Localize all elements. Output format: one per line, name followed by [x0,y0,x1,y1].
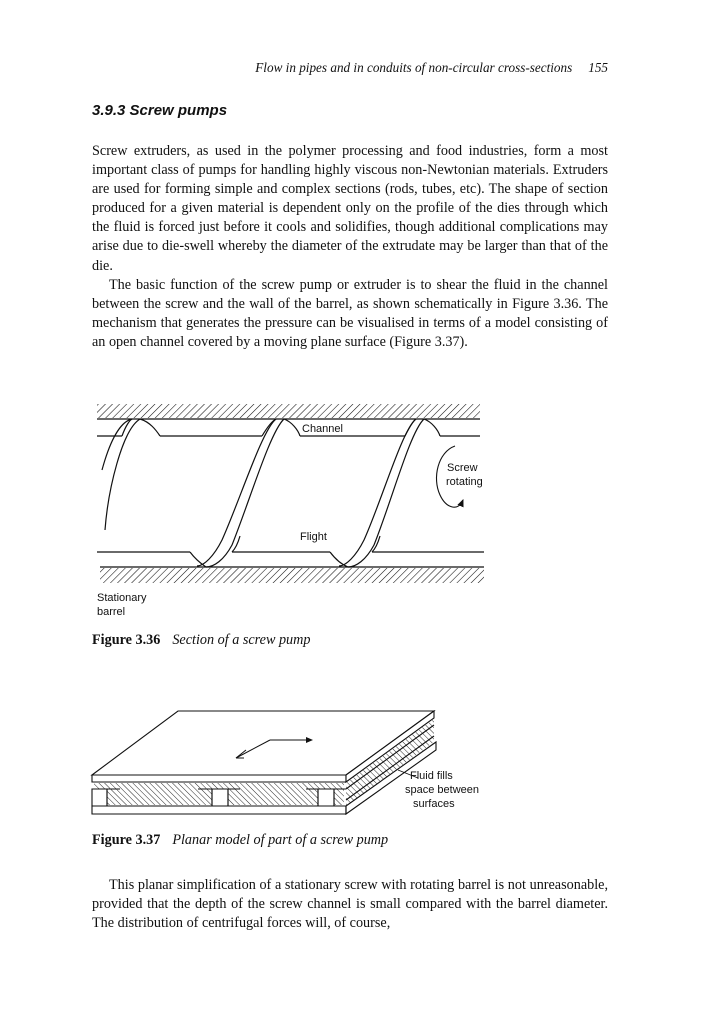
running-title: Flow in pipes and in conduits of non-circular cross-sections [255,60,573,75]
figure-336-text: Section of a screw pump [172,632,311,648]
planar-model [92,711,436,814]
label-flight: Flight [300,531,327,543]
figure-336-caption [92,632,311,649]
label-rotating: rotating [446,476,483,488]
label-fluid-fills: Fluid fills [410,770,453,782]
figure-337-number: Figure 3.37 [92,832,161,848]
label-stationary: Stationary [97,592,147,604]
figure-337-text: Planar model of part of a screw pump [172,832,389,848]
label-surfaces: surfaces [413,798,455,810]
barrel-bottom-hatch [100,567,484,583]
paragraph-2: The basic function of the screw pump or extruder is to shear the fluid in the channel between the screw and the wall of the barrel, as shown schematically in Figure 3.36. The mechanism that generates the pressure can be visualised in terms of a model consisting of an open channel covered by a moving plane surface (Figure 3.37). [92,277,608,351]
barrel-top-hatch [97,404,480,419]
screw-flights [102,419,440,567]
label-channel: Channel [302,423,343,435]
paragraph-1: Screw extruders, as used in the polymer processing and food industries, form a most important class of pumps for handling highly viscous non-Newtonian materials. Extruders are used for forming simple and complex sections (rods, tubes, etc). The shape of section produced for a given material is dependent only on the profile of the dies through which the fluid is forced just before it cools and solidifies, though additional complications may arise due to die-swell whereby the diameter of the extrudate may be larger than that of the die. [92,143,608,274]
label-space-between: space between [405,784,479,796]
paragraph-3: This planar simplification of a stationary screw with rotating barrel is not unreasonable, provided that the depth of the screw channel is small compared with the barrel diameter. The distribution of centrifugal forces will, of course, [92,877,608,932]
figure-337-caption [92,832,388,849]
screw-core [97,436,484,552]
page-number: 155 [588,60,608,75]
label-screw: Screw [447,462,478,474]
label-barrel: barrel [97,606,126,618]
figure-336-number: Figure 3.36 [92,632,161,648]
section-title: 3.9.3 Screw pumps [92,102,228,119]
